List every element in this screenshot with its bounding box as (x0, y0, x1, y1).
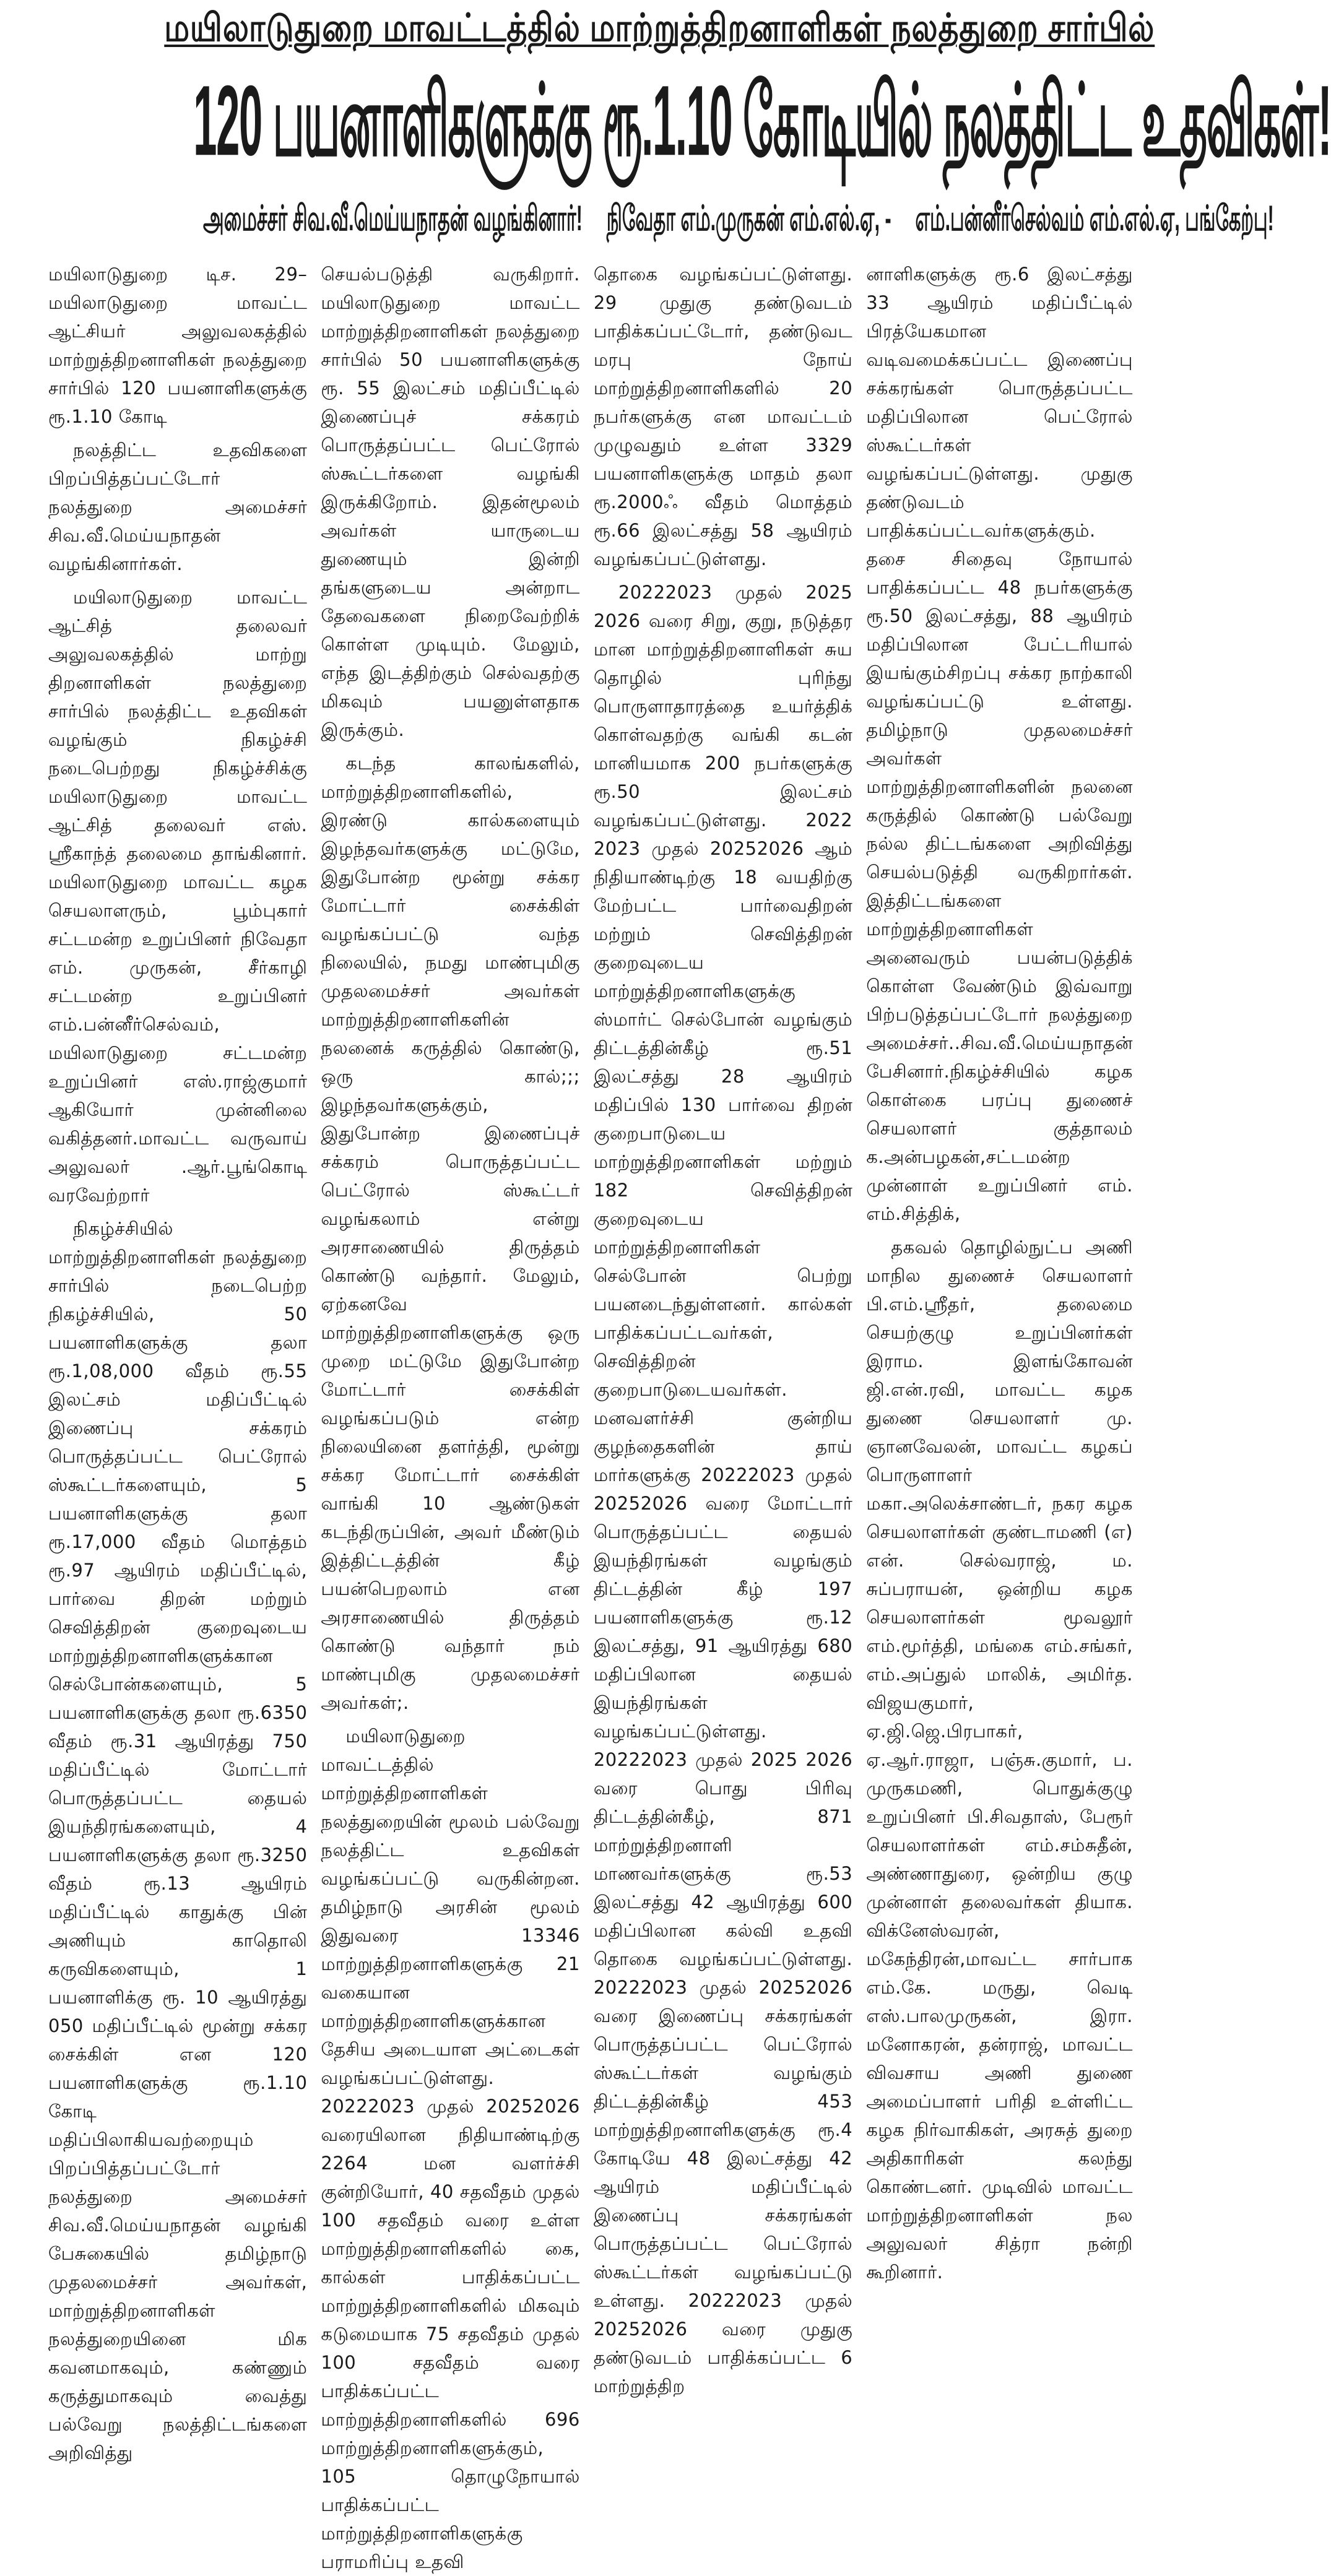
paragraph: நிகழ்ச்சியில் மாற்றுத்திறனாளிகள் நலத்துறை சார்பில் நடைபெற்ற நிகழ்ச்சியில், 50 பயனாளிகளுக்கு தலா ரூ.1,08,000 வீதம் ரூ.55 இலட்சம் மதிப்பீட்டில் இணைப்பு சக்கரம் பொருத்தப்பட்ட பெட்ரோல் ஸ்கூட்டர்களையும், 5 பயனாளிகளுக்கு தலா ரூ.17,000 வீதம் மொத்தம் ரூ.97 ஆயிரம் மதிப்பீட்டில், பார்வை திறன் மற்றும் செவித்திறன் குறைவுடைய மாற்றுத்திறனாளிகளுக்கான செல்போன்களையும், 5 பயனாளிகளுக்கு தலா ரூ.6350 வீதம் ரூ.31 ஆயிரத்து 750 மதிப்பீட்டில் மோட்டார் பொருத்தப்பட்ட தையல் இயந்திரங்களையும், 4 பயனாளிகளுக்கு தலா ரூ.3250 வீதம் ரூ.13 ஆயிரம் மதிப்பீட்டில் காதுக்கு பின் அணியும் காதொலி கருவிகளையும், 1 பயனாளிக்கு ரூ. 10 ஆயிரத்து 050 மதிப்பீட்டில் மூன்று சக்கர சைக்கிள் என 120 பயனாளிகளுக்கு ரூ.1.10 கோடி மதிப்பிலாகியவற்றையும் பிறப்பித்தப்பட்டோர் நலத்துறை அமைச்சர் சிவ.வீ.மெய்யநாதன் வழங்கி பேசுகையில் தமிழ்நாடு முதலமைச்சர் அவர்கள், மாற்றுத்திறனாளிகள் நலத்துறையினை மிக கவனமாகவும், கண்ணும் கருத்துமாகவும் வைத்து பல்வேறு நலத்திட்டங்களை அறிவித்து (48, 1218, 308, 2463)
kicker-line: மயிலாடுதுறை மாவட்டத்தில் மாற்றுத்திறனாளிகள் நலத்துறை சார்பில் (164, 7, 1155, 50)
paragraph: மயிலாடுதுறை டிச. 29– மயிலாடுதுறை மாவட்ட ஆட்சியர் அலுவலகத்தில் மாற்றுத்திறனாளிகள் நலத்துறை சார்பில் 120 பயனாளிகளுக்கு ரூ.1.10 கோடி (48, 264, 308, 427)
article-columns (48, 260, 1133, 2572)
paragraph: செயல்படுத்தி வருகிறார். மயிலாடுதுறை மாவட்ட மாற்றுத்திறனாளிகள் நலத்துறை சார்பில் 50 பயனாளிகளுக்கு ரூ. 55 இலட்சம் மதிப்பீட்டில் இணைப்புச் சக்கரம் பொருத்தப்பட்ட பெட்ரோல் ஸ்கூட்டர்களை வழங்கி இருக்கிறோம். இதன்மூலம் அவர்கள் யாருடைய துணையும் இன்றி தங்களுடைய அன்றாட தேவைகளை நிறைவேற்றிக் கொள்ள முடியும். மேலும், எந்த இடத்திற்கும் செல்வதற்கு மிகவும் பயனுள்ளதாக இருக்கும். (321, 264, 580, 740)
subheadline-part: எம்.பன்னீர்செல்வம் எம்.எல்.ஏ, பங்கேற்பு! (915, 199, 1274, 239)
article-column-3 (593, 260, 853, 2397)
paragraph: தொகை வழங்கப்பட்டுள்ளது. 29 முதுகு தண்டுவடம் பாதிக்கப்பட்டோர், தண்டுவட மரபு நோய் மாற்றுத்திறனாளிகளில் 20 நபர்களுக்கு என மாவட்டம் முழுவதும் உள்ள 3329 பயனாளிகளுக்கு மாதம் தலா ரூ.2000ஃ வீதம் மொத்தம் ரூ.66 இலட்சத்து 58 ஆயிரம் வழங்கப்பட்டுள்ளது. (593, 264, 853, 569)
paragraph: மயிலாடுதுறை மாவட்டத்தில் மாற்றுத்திறனாளிகள் நலத்துறையின் மூலம் பல்வேறு நலத்திட்ட உதவிகள் வழங்கப்பட்டு வருகின்றன. தமிழ்நாடு அரசின் மூலம் இதுவரை 13346 மாற்றுத்திறனாளிகளுக்கு 21 வகையான மாற்றுத்திறனாளிகளுக்கான தேசிய அடையாள அட்டைகள் வழங்கப்பட்டுள்ளது. 20222023 முதல் 20252026 வரையிலான நிதியாண்டிற்கு 2264 மன வளர்ச்சி குன்றியோர், 40 சதவீதம் முதல் 100 சதவீதம் வரை உள்ள மாற்றுத்திறனாளிகளில் கை, கால்கள் பாதிக்கப்பட்ட மாற்றுத்திறனாளிகளில் மிகவும் கடுமையாக 75 சதவீதம் முதல் 100 சதவீதம் வரை பாதிக்கப்பட்ட மாற்றுத்திறனாளிகளில் 696 மாற்றுத்திறனாளிகளுக்கும், 105 தொழுநோயால் பாதிக்கப்பட்ட மாற்றுத்திறனாளிகளுக்கு பராமரிப்பு உதவி (321, 1726, 580, 2572)
paragraph: மயிலாடுதுறை மாவட்ட ஆட்சித் தலைவர் அலுவலகத்தில் மாற்று திறனாளிகள் நலத்துறை சார்பில் நலத்திட்ட உதவிகள் வழங்கும் நிகழ்ச்சி நடைபெற்றது நிகழ்ச்சிக்கு மயிலாடுதுறை மாவட்ட ஆட்சித் தலைவர் எஸ். ஸ்ரீகாந்த் தலைமை தாங்கினார். மயிலாடுதுறை மாவட்ட கழக செயலாளரும், பூம்புகார் சட்டமன்ற உறுப்பினர் நிவேதா எம். முருகன், சீர்காழி சட்டமன்ற உறுப்பினர் எம்.பன்னீர்செல்வம், மயிலாடுதுறை சட்டமன்ற உறுப்பினர் எஸ்.ராஜ்குமார் ஆகியோர் முன்னிலை வகித்தனர்.மாவட்ட வருவாய் அலுவலர் .ஆர்.பூங்கொடி வரவேற்றார் (48, 587, 308, 1206)
paragraph: நலத்திட்ட உதவிகளை பிறப்பித்தப்பட்டோர் நலத்துறை அமைச்சர் சிவ.வீ.மெய்யநாதன் வழங்கினார்கள். (48, 439, 308, 574)
article-column-2 (321, 260, 580, 2572)
subheadline-part: நிவேதா எம்.முருகன் எம்.எல்.ஏ, - (606, 199, 891, 239)
article-column-4 (866, 260, 1133, 2283)
paragraph: தகவல் தொழில்நுட்ப அணி மாநில துணைச் செயலாளர் பி.எம்.ஸ்ரீதர், தலைமை செயற்குழு உறுப்பினர்கள் இராம. இளங்கோவன் ஜி.என்.ரவி, மாவட்ட கழக துணை செயலாளர் மு. ஞானவேலன், மாவட்ட கழகப் பொருளாளர் மகா.அலெக்சாண்டர், நகர கழக செயலாளர்கள் குண்டாமணி (எ) என். செல்வராஜ், ம. சுப்பராயன், ஒன்றிய கழக செயலாளர்கள் மூவலூர் எம்.மூர்த்தி, மங்கை எம்.சங்கர், எம்.அப்துல் மாலிக், அமிர்த. விஜயகுமார், ஏ.ஜி.ஜெ.பிரபாகர், ஏ.ஆர்.ராஜா, பஞ்சு.குமார், ப. முருகமணி, பொதுக்குழு உறுப்பினர் பி.சிவதாஸ், பேரூர் செயலாளர்கள் எம்.சம்சுதீன், அண்ணாதுரை, ஒன்றிய குழு முன்னாள் தலைவர்கள் தியாக. விக்னேஸ்வரன், மகேந்திரன்,மாவட்ட சார்பாக எம்.கே. மருது, வெடி எஸ்.பாலமுருகன், இரா. மனோகரன், தன்ராஜ், மாவட்ட விவசாய அணி துணை அமைப்பாளர் பரிதி உள்ளிட்ட கழக நிர்வாகிகள், அரசுத் துறை அதிகாரிகள் கலந்து கொண்டனர். முடிவில் மாவட்ட மாற்றுத்திறனாளிகள் நல அலுவலர் சித்ரா நன்றி கூறினார். (866, 1237, 1133, 2283)
subheadline-part: அமைச்சர் சிவ.வீ.மெய்யநாதன் வழங்கினார்! (203, 199, 583, 239)
subheadline (194, 179, 1274, 259)
paragraph: 20222023 முதல் 2025 2026 வரை சிறு, குறு, நடுத்தர மான மாற்றுத்திறனாளிகள் சுய தொழில் புரிந்து பொருளாதாரத்தை உயர்த்திக் கொள்வதற்கு வங்கி கடன் மானியமாக 200 நபர்களுக்கு ரூ.50 இலட்சம் வழங்கப்பட்டுள்ளது. 2022 2023 முதல் 20252026 ஆம் நிதியாண்டிற்கு 18 வயதிற்கு மேற்பட்ட பார்வைதிறன் மற்றும் செவித்திறன் குறைவுடைய மாற்றுத்திறனாளிகளுக்கு ஸ்மார்ட் செல்போன் வழங்கும் திட்டத்தின்கீழ் ரூ.51 இலட்சத்து 28 ஆயிரம் மதிப்பில் 130 பார்வை திறன் குறைபாடுடைய மாற்றுத்திறனாளிகள் மற்றும் 182 செவித்திறன் குறைவுடைய மாற்றுத்திறனாளிகள் செல்போன் பெற்று பயனடைந்துள்ளனர். கால்கள் பாதிக்கப்பட்டவர்கள், செவித்திறன் குறைபாடுடையவர்கள். மனவளர்ச்சி குன்றிய குழந்தைகளின் தாய் மார்களுக்கு 20222023 முதல் 20252026 வரை மோட்டார் பொருத்தப்பட்ட தையல் இயந்திரங்கள் வழங்கும் திட்டத்தின் கீழ் 197 பயனாளிகளுக்கு ரூ.12 இலட்சத்து, 91 ஆயிரத்து 680 மதிப்பிலான தையல் இயந்திரங்கள் வழங்கப்பட்டுள்ளது. 20222023 முதல் 2025 2026 வரை பொது பிரிவு திட்டத்தின்கீழ், 871 மாற்றுத்திறனாளி மாணவர்களுக்கு ரூ.53 இலட்சத்து 42 ஆயிரத்து 600 மதிப்பிலான கல்வி உதவி தொகை வழங்கப்பட்டுள்ளது. 20222023 முதல் 20252026 வரை இணைப்பு சக்கரங்கள் பொருத்தப்பட்ட பெட்ரோல் ஸ்கூட்டர்கள் வழங்கும் திட்டத்தின்கீழ் 453 மாற்றுத்திறனாளிகளுக்கு ரூ.4 கோடியே 48 இலட்சத்து 42 ஆயிரம் மதிப்பீட்டில் இணைப்பு சக்கரங்கள் பொருத்தப்பட்ட பெட்ரோல் ஸ்கூட்டர்கள் வழங்கப்பட்டு உள்ளது. 20222023 முதல் 20252026 வரை முதுகு தண்டுவடம் பாதிக்கப்பட்ட 6 மாற்றுத்திற (593, 582, 853, 2397)
paragraph: கடந்த காலங்களில், மாற்றுத்திறனாளிகளில், இரண்டு கால்களையும் இழந்தவர்களுக்கு மட்டுமே, இதுபோன்ற மூன்று சக்கர மோட்டார் சைக்கிள் வழங்கப்பட்டு வந்த நிலையில், நமது மாண்புமிகு முதலமைச்சர் அவர்கள் மாற்றுத்திறனாளிகளின் நலனைக் கருத்தில் கொண்டு, ஒரு கால்;;; இழந்தவர்களுக்கும், இதுபோன்ற இணைப்புச் சக்கரம் பொருத்தப்பட்ட பெட்ரோல் ஸ்கூட்டர் வழங்கலாம் என்று அரசாணையில் திருத்தம் கொண்டு வந்தார். மேலும், ஏற்கனவே மாற்றுத்திறனாளிகளுக்கு ஒரு முறை மட்டுமே இதுபோன்ற மோட்டார் சைக்கிள் வழங்கப்படும் என்ற நிலையினை தளர்த்தி, மூன்று சக்கர மோட்டார் சைக்கிள் வாங்கி 10 ஆண்டுகள் கடந்திருப்பின், அவர் மீண்டும் இத்திட்டத்தின் கீழ் பயன்பெறலாம் என அரசாணையில் திருத்தம் கொண்டு வந்தார் நம் மாண்புமிகு முதலமைச்சர் அவர்கள்;. (321, 753, 580, 1713)
paragraph: னாளிகளுக்கு ரூ.6 இலட்சத்து 33 ஆயிரம் மதிப்பீட்டில் பிரத்யேகமான வடிவமைக்கப்பட்ட இணைப்பு சக்கரங்கள் பொருத்தப்பட்ட மதிப்பிலான பெட்ரோல் ஸ்கூட்டர்கள் வழங்கப்பட்டுள்ளது. முதுகு தண்டுவடம் பாதிக்கப்பட்டவர்களுக்கும். தசை சிதைவு நோயால் பாதிக்கப்பட்ட 48 நபர்களுக்கு ரூ.50 இலட்சத்து, 88 ஆயிரம் மதிப்பிலான பேட்டரியால் இயங்கும்சிறப்பு சக்கர நாற்காலி வழங்கப்பட்டு உள்ளது. தமிழ்நாடு முதலமைச்சர் அவர்கள் மாற்றுத்திறனாளிகளின் நலனை கருத்தில் கொண்டு பல்வேறு நல்ல திட்டங்களை அறிவித்து செயல்படுத்தி வருகிறார்கள். இத்திட்டங்களை மாற்றுத்திறனாளிகள் அனைவரும் பயன்படுத்திக் கொள்ள வேண்டும் இவ்வாறு பிற்படுத்தப்பட்டோர் நலத்துறை அமைச்சர்..சிவ.வீ.மெய்யநாதன் பேசினார்.நிகழ்ச்சியில் கழக கொள்கை பரப்பு துணைச் செயலாளர் குத்தாலம் க.அன்பழகன்,சட்டமன்ற முன்னாள் உறுப்பினர் எம். எம்.சித்திக், (866, 264, 1133, 1224)
headline: 120 பயனாளிகளுக்கு ரூ.1.10 கோடியில் நலத்திட்ட உதவிகள்! (193, 66, 1331, 177)
article-column-1 (48, 260, 308, 2463)
